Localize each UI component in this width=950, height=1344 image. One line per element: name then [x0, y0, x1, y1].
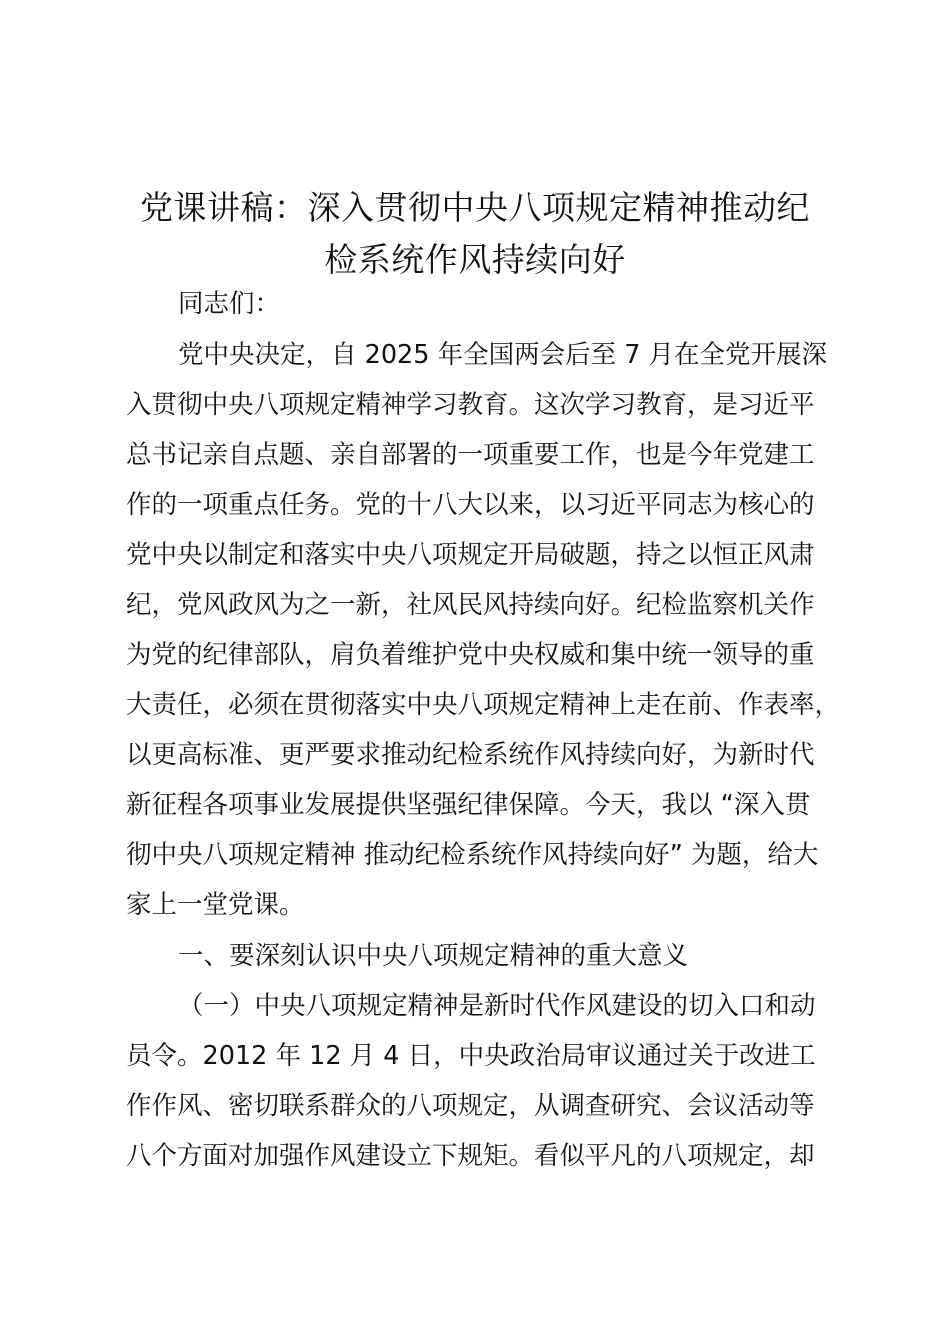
body-line: 作作风、密切联系群众的八项规定，从调查研究、会议活动等 — [126, 1091, 815, 1121]
section-heading: 一、要深刻认识中央八项规定精神的重大意义 — [178, 941, 689, 971]
body-line: 为党的纪律部队，肩负着维护党中央权威和集中统一领导的重 — [126, 640, 815, 670]
salutation: 同志们： — [178, 289, 281, 319]
body-line: 党中央决定，自 2025 年全国两会后至 7 月在全党开展深 — [178, 340, 828, 370]
document-title-line-2: 检系统作风持续向好 — [324, 240, 626, 279]
body-line: 八个方面对加强作风建设立下规矩。看似平凡的八项规定，却 — [126, 1141, 815, 1171]
body-line: 员令。2012 年 12 月 4 日，中央政治局审议通过关于改进工 — [126, 1041, 816, 1071]
body-line: 作的一项重点任务。党的十八大以来，以习近平同志为核心的 — [126, 490, 815, 520]
body-line: 以更高标准、更严要求推动纪检系统作风持续向好，为新时代 — [126, 740, 815, 770]
body-line: 纪，党风政风为之一新，社风民风持续向好。纪检监察机关作 — [126, 590, 815, 620]
body-line: 大责任，必须在贯彻落实中央八项规定精神上走在前、作表率， — [126, 690, 841, 720]
body-line: 入贯彻中央八项规定精神学习教育。这次学习教育，是习近平 — [126, 390, 815, 420]
body-line: 彻中央八项规定精神 推动纪检系统作风持续向好” 为题，给大 — [126, 840, 819, 870]
body-line: 家上一堂党课。 — [126, 890, 305, 920]
body-line: 新征程各项事业发展提供坚强纪律保障。今天，我以 “深入贯 — [126, 790, 811, 820]
body-line: 党中央以制定和落实中央八项规定开局破题，持之以恒正风肃 — [126, 540, 815, 570]
document-title-line-1: 党课讲稿：深入贯彻中央八项规定精神推动纪 — [140, 188, 810, 227]
body-line: （一）中央八项规定精神是新时代作风建设的切入口和动 — [178, 991, 816, 1021]
body-line: 总书记亲自点题、亲自部署的一项重要工作，也是今年党建工 — [126, 440, 815, 470]
